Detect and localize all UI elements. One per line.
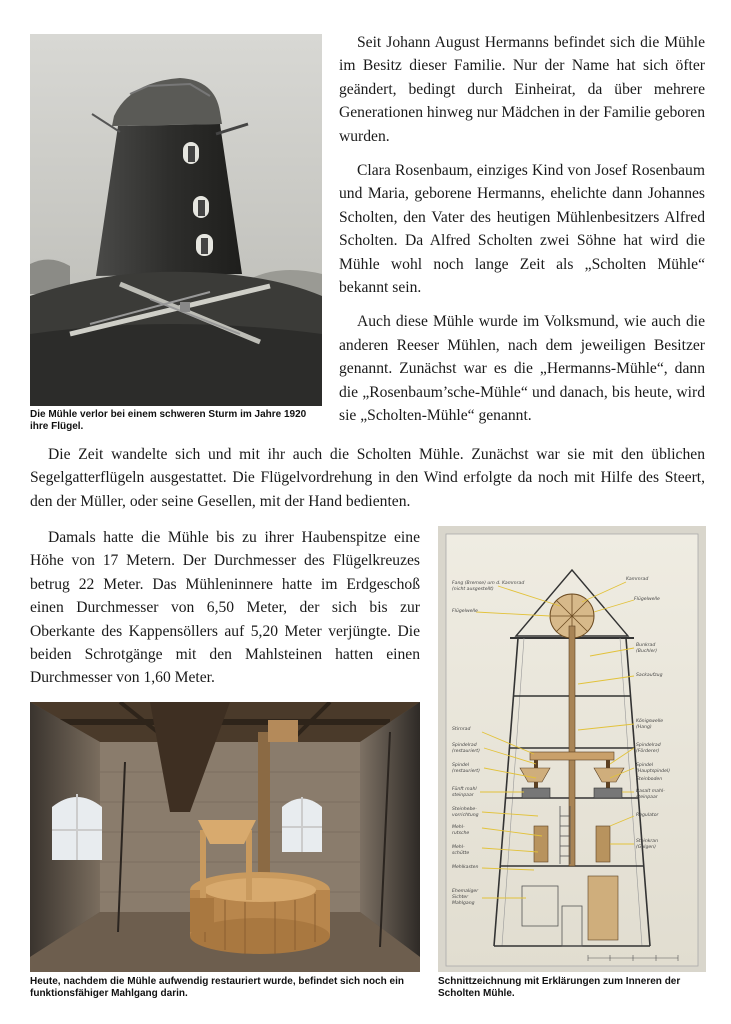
svg-text:Bunkrad: Bunkrad	[636, 643, 656, 648]
svg-text:Mehlkasten: Mehlkasten	[452, 865, 479, 870]
svg-text:Flügelwelle: Flügelwelle	[634, 597, 660, 602]
svg-text:(Hang): (Hang)	[636, 725, 652, 730]
svg-text:Mahlgang: Mahlgang	[452, 901, 475, 906]
photo-old-mill	[30, 34, 322, 406]
svg-text:(restauriert): (restauriert)	[452, 769, 480, 774]
svg-text:schütte: schütte	[452, 851, 470, 856]
paragraph-dimensions: Damals hatte die Mühle bis zu ihrer Haubenspitze eine Höhe von 17 Metern. Der Durchmesser des Flügelkreuzes betrug 22 Meter. Das Mühleninnere hatte im Erdgeschoß einen Durchmesser von 6,50 Meter, der sich bis zur Oberkante des Kappensöllers auf 5,20 Meter verjüngte. Die beiden Schrotgänge mit den Mahlsteinen hatten einen Durchmesser von 1,60 Meter.	[30, 529, 420, 687]
svg-text:Königswelle: Königswelle	[636, 719, 664, 724]
svg-text:steinpaar: steinpaar	[452, 793, 474, 798]
svg-text:Flügelwelle: Flügelwelle	[452, 609, 478, 614]
svg-text:rutsche: rutsche	[452, 831, 470, 836]
photo-interior	[30, 702, 420, 972]
paragraph-rosenbaum: Clara Rosenbaum, einziges Kind von Josef Rosenbaum und Maria, geborene Hermanns, ehelichte dann Johannes Scholten, den Vater des heutigen Mühlenbesitzers Alfred Scholten. Da Alfred Scholten zwei Söhne hat wird die Mühle wohl noch lange Zeit als „Scholten Mühle“ bekannt sein.	[339, 162, 705, 297]
svg-text:(nicht ausgestellt): (nicht ausgestellt)	[452, 587, 494, 592]
paragraph-change-over-time: Die Zeit wandelte sich und mit ihr auch die Scholten Mühle. Zunächst war sie mit den üblichen Segelgatterflügeln ausgestattet. Die Flügelvordrehung in den Wind erfolgte da noch mit Hilfe des Steert, den der Müller, oder seine Gesellen, mit der Hand bedienten.	[30, 446, 705, 510]
drawing-cross-section	[438, 526, 706, 972]
caption-interior: Heute, nachdem die Mühle aufwendig restauriert wurde, befindet sich noch ein funktionsfähiger Mahlgang darin.	[30, 976, 404, 999]
svg-text:Regulator: Regulator	[636, 813, 659, 818]
svg-text:Mehl-: Mehl-	[452, 825, 465, 830]
svg-text:Spindelrad: Spindelrad	[636, 743, 661, 748]
svg-text:vorrichtung: vorrichtung	[452, 813, 479, 818]
svg-text:(Galgen): (Galgen)	[636, 845, 656, 850]
svg-text:Steinboden: Steinboden	[636, 777, 663, 782]
svg-text:Stirnrad: Stirnrad	[452, 727, 471, 732]
svg-text:Kammrad: Kammrad	[626, 577, 649, 582]
svg-text:Steinhebe-: Steinhebe-	[452, 807, 477, 812]
svg-text:Fünft mahl: Fünft mahl	[452, 787, 477, 792]
svg-text:(Buchler): (Buchler)	[636, 649, 658, 654]
svg-text:(restauriert): (restauriert)	[452, 749, 480, 754]
svg-text:Ehemaliger: Ehemaliger	[452, 889, 479, 894]
caption-old-mill: Die Mühle verlor bei einem schweren Sturm im Jahre 1920 ihre Flügel.	[30, 409, 307, 432]
svg-text:(Förderer): (Förderer)	[636, 749, 660, 754]
svg-text:(Hauptspindel): (Hauptspindel)	[636, 769, 670, 774]
svg-text:Steinkran: Steinkran	[636, 839, 659, 844]
caption-drawing: Schnittzeichnung mit Erklärungen zum Inneren der Scholten Mühle.	[438, 976, 681, 999]
paragraph-family-ownership: Seit Johann August Hermanns befindet sich die Mühle im Besitz dieser Familie. Nur der Name hat sich öfter geändert, bedingt durch Einheirat, da über mehrere Generationen hinweg nur Mädchen in der Familie geboren wurden.	[339, 34, 705, 145]
svg-text:Mehl-: Mehl-	[452, 845, 465, 850]
svg-text:Spindel: Spindel	[452, 763, 470, 768]
svg-text:Spindel: Spindel	[636, 763, 654, 768]
paragraph-popular-names: Auch diese Mühle wurde im Volksmund, wie auch die anderen Reeser Mühlen, nach dem jeweiligen Besitzer genannt. Zunächst war es die „Hermanns-Mühle“, dann die „Rosenbaum’sche-Mühle“ und danach, bis heute, wird sie „Scholten-Mühle“ genannt.	[339, 313, 705, 425]
svg-text:Sackaufzug: Sackaufzug	[636, 673, 663, 678]
text-column-top	[339, 31, 705, 428]
svg-text:Fang (Bremse) um d. Kammrad: Fang (Bremse) um d. Kammrad	[452, 581, 525, 586]
svg-text:steinpaar: steinpaar	[636, 795, 658, 800]
svg-text:Spindelrad: Spindelrad	[452, 743, 477, 748]
svg-text:Sichter: Sichter	[452, 895, 469, 900]
svg-text:Basalt mahl-: Basalt mahl-	[636, 789, 665, 794]
